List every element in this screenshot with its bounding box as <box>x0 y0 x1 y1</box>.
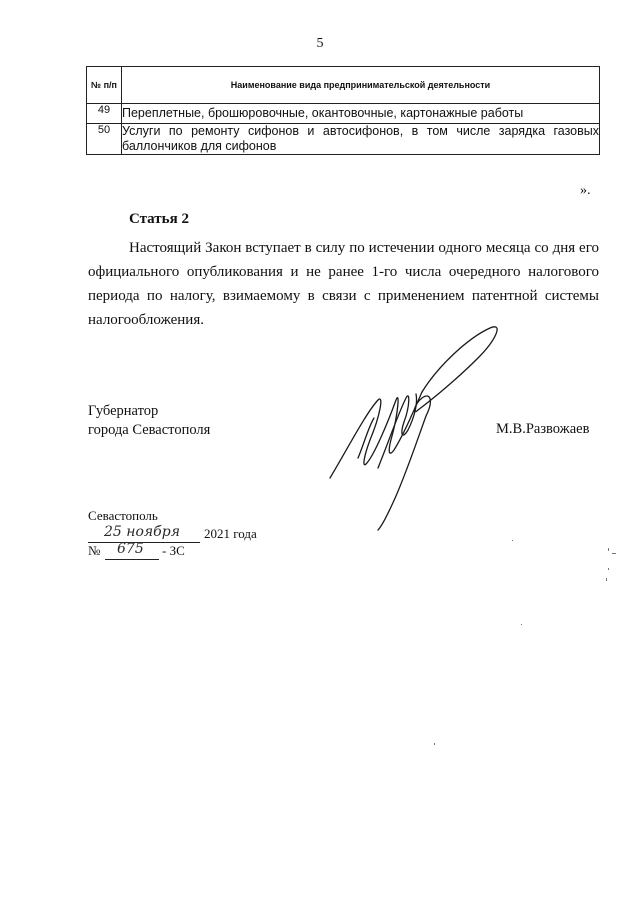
table-row <box>87 124 600 155</box>
signing-year: 2021 года <box>204 526 257 541</box>
number-suffix: - ЗС <box>162 543 185 558</box>
number-prefix: № <box>88 543 101 558</box>
row-activity-name: Услуги по ремонту сифонов и автосифонов, в том числе зарядка газовых баллончиков для сифонов <box>122 124 599 153</box>
handwritten-signature <box>318 318 508 533</box>
header-activity-name: Наименование вида предпринимательской деятельности <box>122 67 600 104</box>
signatory-name: М.В.Развожаев <box>496 421 590 437</box>
row-number: 49 <box>87 104 122 124</box>
handwritten-number: 675 <box>117 541 144 557</box>
row-activity-name: Переплетные, брошюровочные, окантовочные, картонажные работы <box>122 104 600 124</box>
page-number: 5 <box>316 36 324 51</box>
date-line <box>88 526 200 543</box>
header-number: № п/п <box>87 67 122 104</box>
table-header-row <box>87 67 600 104</box>
signatory-title-line2: города Севастополя <box>88 422 211 438</box>
signatory-title <box>88 402 210 440</box>
closing-quote: ». <box>580 183 591 198</box>
signatory-title-line1: Губернатор <box>88 403 159 419</box>
handwritten-date: 25 ноября <box>104 524 180 540</box>
row-number: 50 <box>87 124 122 155</box>
table-row <box>87 104 600 124</box>
activity-table <box>86 66 600 155</box>
signing-details <box>88 508 257 558</box>
article-title: Статья 2 <box>129 211 189 227</box>
article-text: Настоящий Закон вступает в силу по истечении одного месяца со дня его официального опубликования и не ранее 1-го числа очередного налогового периода по налогу, взимаемому в связи с применением патентной системы налогообложения. <box>88 240 599 328</box>
number-line <box>105 543 159 560</box>
signing-city: Севастополь <box>88 508 158 523</box>
